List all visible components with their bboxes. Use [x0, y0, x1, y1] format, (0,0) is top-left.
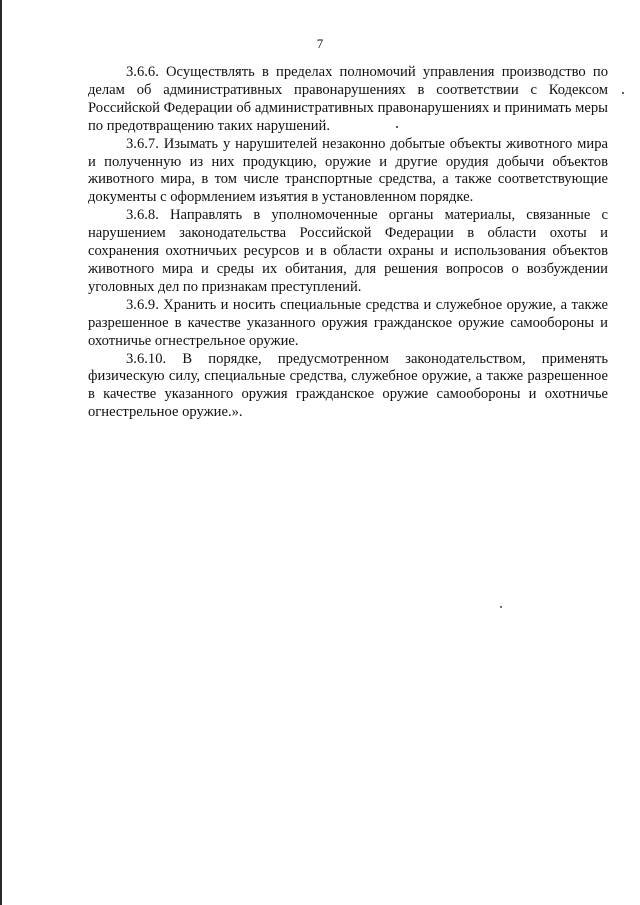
- paragraph-3-6-6: 3.6.6. Осуществлять в пределах полномочий управления производство по делам об административных правонарушениях в соответствии с Кодексом Российской Федерации об административных правонарушениях и принимать меры по предотвращению таких нарушений.: [88, 64, 608, 134]
- paragraph-3-6-10: 3.6.10. В порядке, предусмотренном законодательством, применять физическую силу, специальные средства, служебное оружие, а также разрешенное в качестве указанного оружия гражданское оружие самообороны и охотничье огнестрельное оружие.».: [88, 350, 608, 421]
- document-body: [88, 64, 608, 422]
- paragraph-3-6-7: 3.6.7. Изымать у нарушителей незаконно добытые объекты животного мира и полученную из них продукцию, оружие и другие орудия добычи объектов животного мира, в том числе транспортные средства, а также соответствующие документы с оформлением изъятия в установленном порядке.: [88, 135, 608, 206]
- page-number: 7: [316, 36, 324, 51]
- scan-speck: [396, 126, 398, 128]
- paragraph-3-6-8: 3.6.8. Направлять в уполномоченные органы материалы, связанные с нарушением законодательства Российской Федерации в области охоты и сохранения охотничьих ресурсов и в области охраны и использования объектов животного мира и среды их обитания, для решения вопросов о возбуждении уголовных дел по признакам преступлений.: [88, 207, 608, 295]
- scan-edge-line: [0, 0, 2, 905]
- scan-speck: [500, 606, 502, 608]
- paragraph-3-6-9: 3.6.9. Хранить и носить специальные средства и служебное оружие, а также разрешенное в качестве указанного оружия гражданское оружие самообороны и охотничье огнестрельное оружие.: [88, 296, 608, 349]
- scan-speck: [622, 92, 624, 94]
